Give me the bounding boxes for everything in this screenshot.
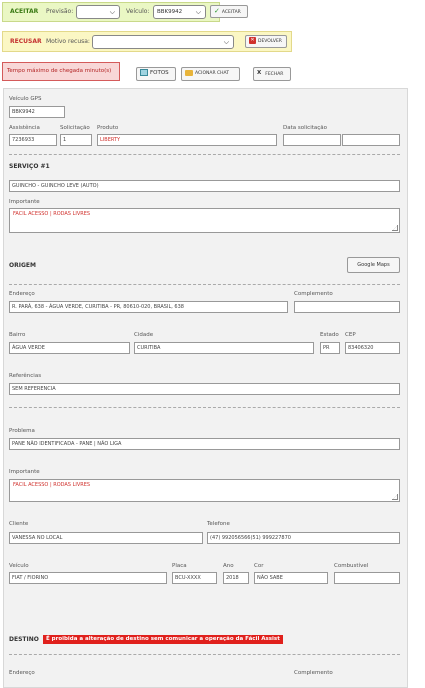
accept-button[interactable]: ✓ ACEITAR <box>210 5 248 18</box>
chevron-down-icon: ⌵ <box>223 38 229 46</box>
destination-section-title: DESTINO <box>9 636 39 643</box>
forecast-select[interactable] <box>76 5 120 19</box>
plate-label: Placa <box>172 563 187 569</box>
district-label: Bairro <box>9 332 26 338</box>
city-field[interactable]: CURITIBA <box>134 342 314 354</box>
resize-grip-icon[interactable] <box>392 494 398 500</box>
request-label: Solicitação <box>60 125 90 131</box>
address-label: Endereço <box>9 291 35 297</box>
accept-title: ACEITAR <box>10 8 39 15</box>
plate-field[interactable]: BCU-XXXX <box>172 572 217 584</box>
image-icon <box>140 69 148 76</box>
service-field[interactable]: GUINCHO - GUINCHO LEVE (AUTO) <box>9 180 400 192</box>
important-label: Importante <box>9 199 40 205</box>
city-label: Cidade <box>134 332 154 338</box>
chat-icon <box>185 70 193 76</box>
request-field[interactable]: 1 <box>60 134 92 146</box>
vehicle-label: Veículo: <box>126 8 150 15</box>
dest-address-label: Endereço <box>9 670 35 676</box>
return-button[interactable]: ✕ DEVOLVER <box>245 35 287 48</box>
google-maps-button[interactable]: Google Maps <box>347 257 400 273</box>
max-arrival-warning: Tempo máximo de chegada minuto(s) <box>2 62 120 81</box>
product-field[interactable]: LIBERTY <box>97 134 277 146</box>
fuel-field[interactable] <box>334 572 400 584</box>
refuse-reason-select[interactable] <box>92 35 234 49</box>
state-label: Estado <box>320 332 339 338</box>
phone-label: Telefone <box>207 521 230 527</box>
complement-label: Complemento <box>294 291 333 297</box>
chevron-down-icon: ⌵ <box>195 8 201 16</box>
vehicle-label: Veículo <box>9 563 29 569</box>
state-field[interactable]: PR <box>320 342 340 354</box>
dest-complement-label: Complemento <box>294 670 333 676</box>
important-textarea[interactable]: FACIL ACESSO | RODAS LIVRES <box>9 208 400 233</box>
chevron-down-icon: ⌵ <box>109 8 115 16</box>
color-field[interactable]: NÃO SABE <box>254 572 328 584</box>
close-icon: X <box>257 70 262 76</box>
color-label: Cor <box>254 563 264 569</box>
photos-button[interactable]: FOTOS <box>136 67 176 81</box>
address-field[interactable]: R. PARÁ, 638 - ÁGUA VERDE, CURITIBA - PR, 80610-020, BRASIL, 638 <box>9 301 288 313</box>
request-time-field[interactable] <box>342 134 400 146</box>
references-field[interactable]: SEM REFERENCIA <box>9 383 400 395</box>
client-label: Cliente <box>9 521 29 527</box>
divider <box>9 284 400 285</box>
vehicle-field[interactable]: FIAT / FIORINO <box>9 572 167 584</box>
check-icon: ✓ <box>214 7 220 15</box>
assistance-label: Assistência <box>9 125 40 131</box>
year-label: Ano <box>223 563 234 569</box>
references-label: Referências <box>9 373 42 379</box>
district-field[interactable]: ÁGUA VERDE <box>9 342 130 354</box>
divider <box>9 654 400 655</box>
divider <box>9 154 400 155</box>
fuel-label: Combustível <box>334 563 369 569</box>
gps-vehicle-field[interactable]: BBK9942 <box>9 106 65 118</box>
refuse-title: RECUSAR <box>10 38 42 45</box>
zip-field[interactable]: 83406320 <box>345 342 400 354</box>
problem-label: Problema <box>9 428 35 434</box>
x-icon: ✕ <box>250 37 255 43</box>
zip-label: CEP <box>345 332 356 338</box>
chat-button[interactable]: ACIONAR CHAT <box>181 67 240 81</box>
important-label: Importante <box>9 469 40 475</box>
phone-field[interactable]: (47) 992056566(51) 999227870 <box>207 532 400 544</box>
year-field[interactable]: 2018 <box>223 572 249 584</box>
divider <box>9 407 400 408</box>
complement-field[interactable] <box>294 301 400 313</box>
problem-field[interactable]: PANE NÃO IDENTIFICADA - PANE | NÃO LIGA <box>9 438 400 450</box>
gps-vehicle-label: Veículo GPS <box>9 96 42 102</box>
forecast-label: Previsão: <box>46 8 74 15</box>
request-date-label: Data solicitação <box>283 125 328 131</box>
assistance-field[interactable]: 7236933 <box>9 134 57 146</box>
resize-grip-icon[interactable] <box>392 225 398 231</box>
reason-label: Motivo recusa: <box>46 38 90 45</box>
vehicle-select[interactable]: BBK9942 ⌵ <box>153 5 206 19</box>
service-section-title: SERVIÇO #1 <box>9 163 50 170</box>
important-textarea[interactable]: FACIL ACESSO | RODAS LIVRES <box>9 479 400 502</box>
destination-warning-badge: É proibida a alteração de destino sem comunicar a operação da Fácil Assist <box>43 635 283 644</box>
origin-section-title: ORIGEM <box>9 262 36 269</box>
close-button[interactable]: X FECHAR <box>253 67 291 81</box>
product-label: Produto <box>97 125 119 131</box>
request-date-field[interactable] <box>283 134 341 146</box>
client-field[interactable]: VANESSA NO LOCAL <box>9 532 203 544</box>
